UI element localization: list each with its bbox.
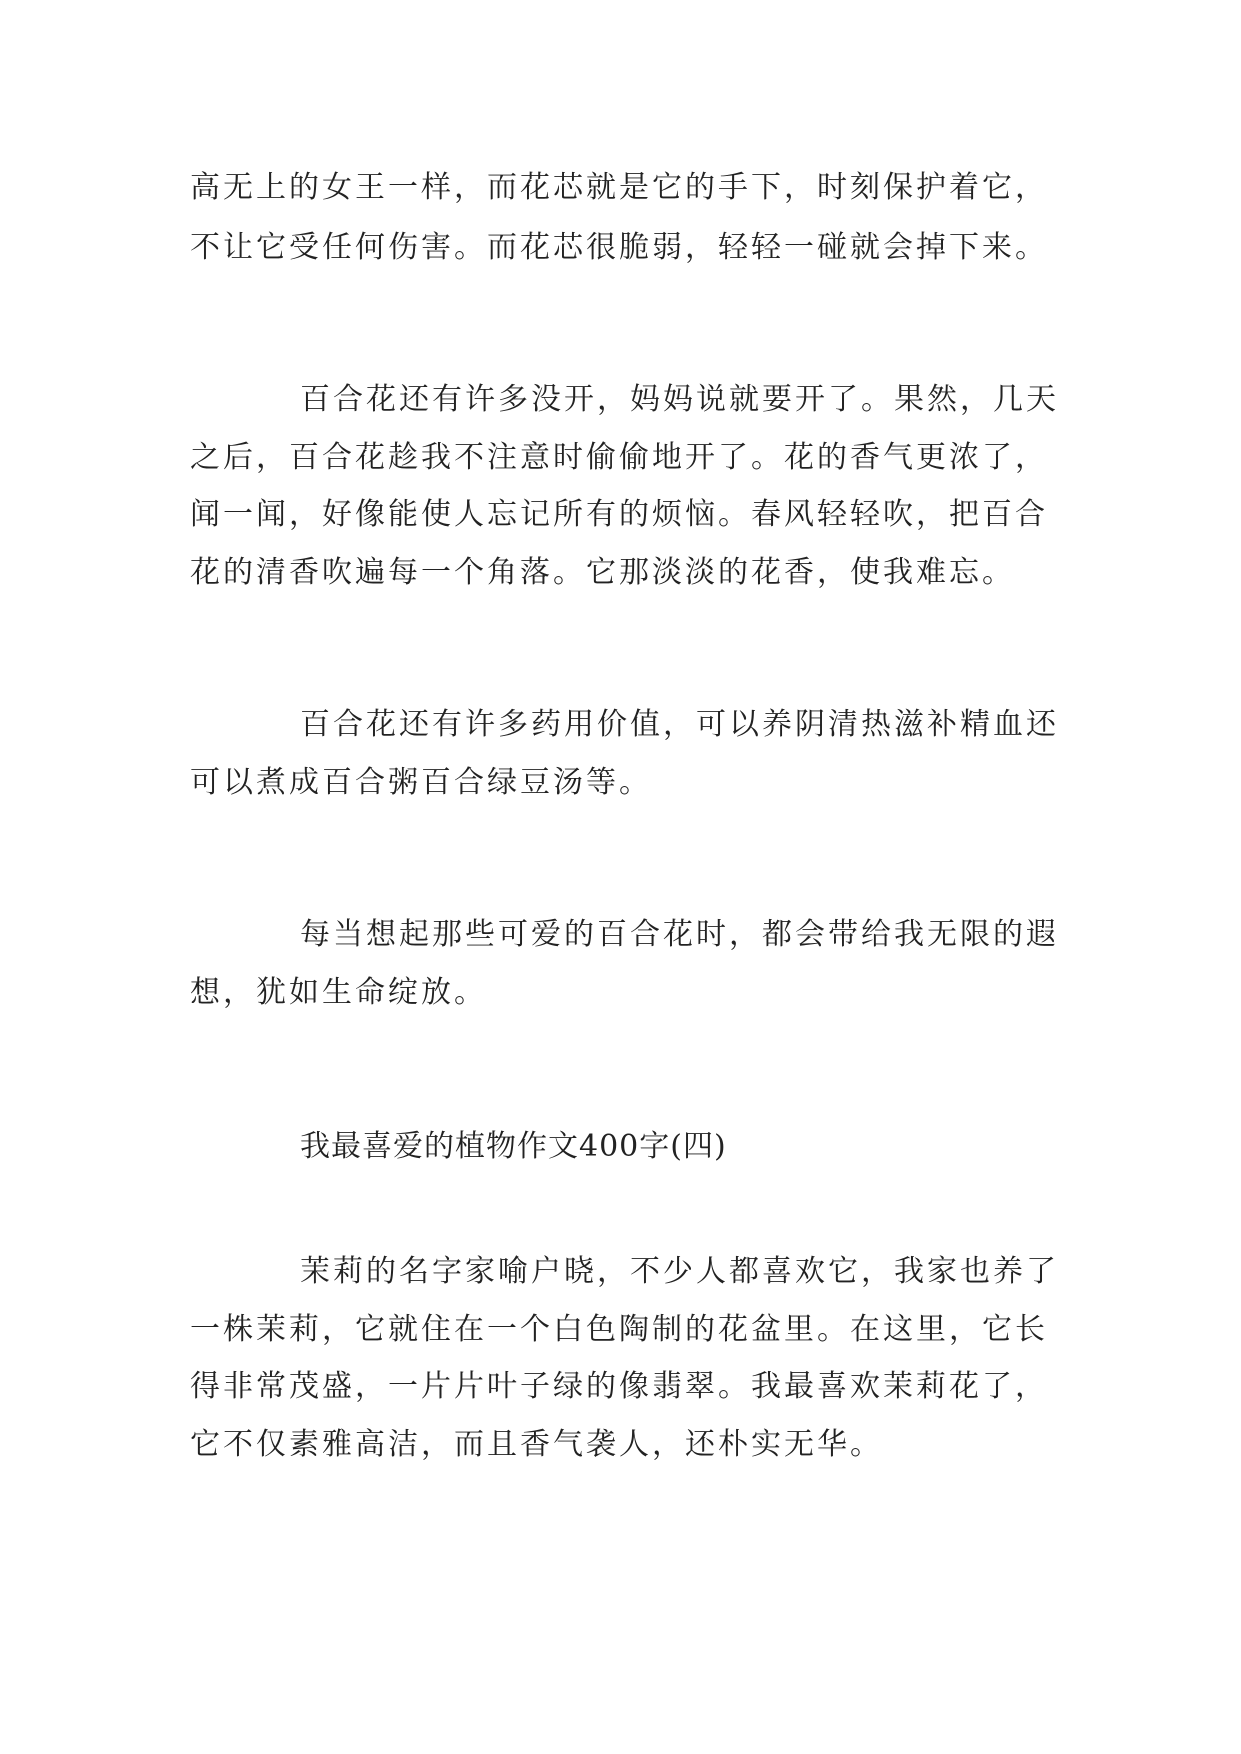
- paragraph-line: 高无上的女王一样，而花芯就是它的手下，时刻保护着它，: [190, 170, 1048, 205]
- paragraph-line: 一株茉莉，它就住在一个白色陶制的花盆里。在这里，它长: [190, 1312, 1048, 1347]
- paragraph-line: 花的清香吹遍每一个角落。它那淡淡的花香，使我难忘。: [190, 555, 1015, 590]
- paragraph-line: 茉莉的名字家喻户晓，不少人都喜欢它，我家也养了: [300, 1254, 1059, 1289]
- paragraph-line: 闻一闻，好像能使人忘记所有的烦恼。春风轻轻吹，把百合: [190, 497, 1048, 532]
- paragraph-line: 百合花还有许多药用价值，可以养阴清热滋补精血还: [300, 707, 1059, 742]
- paragraph-line: 可以煮成百合粥百合绿豆汤等。: [190, 765, 652, 800]
- section-heading: 我最喜爱的植物作文400字(四): [300, 1129, 727, 1164]
- paragraph-line: 百合花还有许多没开，妈妈说就要开了。果然，几天: [300, 382, 1059, 417]
- paragraph-line: 想，犹如生命绽放。: [190, 975, 487, 1010]
- paragraph-line: 不让它受任何伤害。而花芯很脆弱，轻轻一碰就会掉下来。: [190, 230, 1048, 265]
- paragraph-line: 每当想起那些可爱的百合花时，都会带给我无限的遐: [300, 917, 1059, 952]
- paragraph-line: 之后，百合花趁我不注意时偷偷地开了。花的香气更浓了，: [190, 440, 1048, 475]
- paragraph-line: 它不仅素雅高洁，而且香气袭人，还朴实无华。: [190, 1427, 883, 1462]
- paragraph-line: 得非常茂盛，一片片叶子绿的像翡翠。我最喜欢茉莉花了，: [190, 1369, 1048, 1404]
